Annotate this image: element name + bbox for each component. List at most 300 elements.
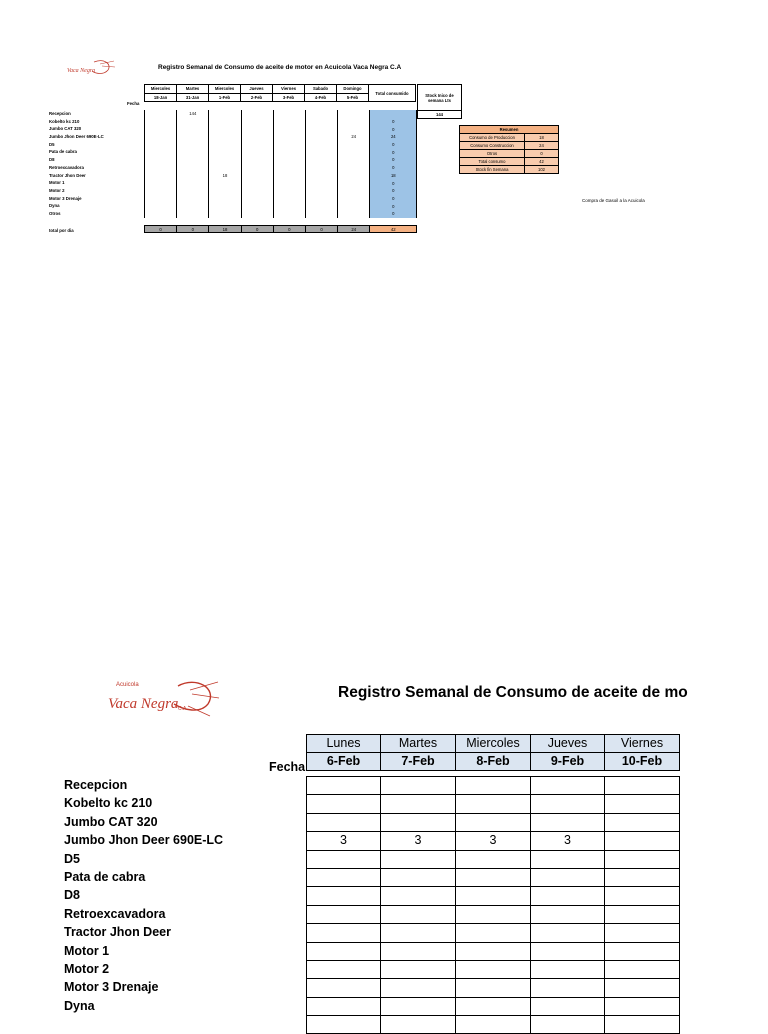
data-cell[interactable] xyxy=(209,164,241,172)
data-cell[interactable] xyxy=(605,942,680,960)
data-cell[interactable] xyxy=(209,202,241,210)
data-cell[interactable]: 18 xyxy=(370,172,417,180)
data-cell[interactable]: 0 xyxy=(370,187,417,195)
resumen-label: Consumo de Produccion xyxy=(460,134,525,142)
data-cell[interactable] xyxy=(241,210,273,218)
data-cell[interactable] xyxy=(456,942,531,960)
row-label: Motor 3 Drenaje xyxy=(64,980,159,995)
table-row xyxy=(307,832,680,850)
resumen-value[interactable]: 24 xyxy=(525,142,559,150)
data-cell[interactable] xyxy=(273,172,305,180)
data-cell[interactable] xyxy=(381,795,456,813)
data-cell[interactable]: 18 xyxy=(209,172,241,180)
day-header: Viernes xyxy=(605,735,680,753)
data-cell[interactable] xyxy=(531,777,605,795)
day-header: Miercoles xyxy=(145,85,177,94)
svg-text:Vaca Negra: Vaca Negra xyxy=(67,68,96,74)
data-cell[interactable] xyxy=(605,997,680,1015)
data-cell[interactable] xyxy=(456,887,531,905)
row-label: Retroexcavadora xyxy=(64,906,166,921)
data-cell[interactable] xyxy=(145,195,177,203)
row-label: Recepcion xyxy=(64,778,128,792)
consumption-grid-large xyxy=(306,776,680,1034)
data-cell[interactable] xyxy=(381,960,456,978)
data-cell[interactable] xyxy=(456,1016,531,1034)
data-cell[interactable] xyxy=(307,997,381,1015)
header-table xyxy=(144,84,416,102)
data-cell[interactable] xyxy=(177,148,209,156)
resumen-label: Otros xyxy=(460,150,525,158)
data-cell[interactable] xyxy=(531,905,605,923)
data-cell[interactable] xyxy=(307,905,381,923)
data-cell[interactable] xyxy=(381,777,456,795)
data-cell[interactable] xyxy=(456,868,531,886)
data-cell[interactable] xyxy=(273,195,305,203)
total-cell: 0 xyxy=(177,226,209,233)
data-cell[interactable]: 0 xyxy=(370,148,417,156)
data-cell[interactable] xyxy=(209,195,241,203)
table-row xyxy=(145,202,417,210)
data-cell[interactable] xyxy=(338,202,370,210)
row-label: Retroexcavadora xyxy=(49,164,84,170)
row-label: Kobelto kc 210 xyxy=(49,118,80,124)
data-cell[interactable] xyxy=(307,868,381,886)
data-cell[interactable] xyxy=(338,210,370,218)
data-cell[interactable]: 3 xyxy=(381,832,456,850)
header-table-large xyxy=(306,734,680,771)
data-cell[interactable] xyxy=(381,868,456,886)
total-cell: 18 xyxy=(209,226,241,233)
data-cell[interactable] xyxy=(381,924,456,942)
data-cell[interactable] xyxy=(241,156,273,164)
data-cell[interactable] xyxy=(531,813,605,831)
data-cell[interactable] xyxy=(145,179,177,187)
note-text: Compra de Gasoil a la Acuicola xyxy=(582,198,645,203)
data-cell[interactable] xyxy=(605,813,680,831)
data-cell[interactable]: 3 xyxy=(307,832,381,850)
data-cell[interactable] xyxy=(531,960,605,978)
data-cell[interactable] xyxy=(305,210,337,218)
data-cell[interactable] xyxy=(605,905,680,923)
data-cell[interactable] xyxy=(456,997,531,1015)
total-cell: 0 xyxy=(273,226,305,233)
row-label: Motor 1 xyxy=(49,180,65,186)
data-cell[interactable] xyxy=(177,133,209,141)
data-cell[interactable] xyxy=(531,850,605,868)
data-cell[interactable] xyxy=(209,148,241,156)
table-row xyxy=(145,156,417,164)
row-label: Dyna xyxy=(49,203,60,209)
row-label: Jumbo CAT 320 xyxy=(64,814,158,829)
data-cell[interactable] xyxy=(177,164,209,172)
data-cell[interactable] xyxy=(273,118,305,126)
resumen-row xyxy=(460,166,559,174)
data-cell[interactable] xyxy=(305,125,337,133)
data-cell[interactable] xyxy=(305,187,337,195)
data-cell[interactable] xyxy=(531,868,605,886)
resumen-row xyxy=(460,134,559,142)
data-cell[interactable] xyxy=(177,179,209,187)
data-cell[interactable] xyxy=(273,187,305,195)
total-row xyxy=(144,225,417,233)
data-cell[interactable] xyxy=(177,125,209,133)
data-cell[interactable] xyxy=(605,795,680,813)
data-cell[interactable]: 0 xyxy=(370,179,417,187)
data-cell[interactable] xyxy=(338,195,370,203)
date-header: 5-Feb xyxy=(337,93,369,102)
data-cell[interactable] xyxy=(305,110,337,118)
company-logo-large xyxy=(100,676,220,724)
row-label: Motor 2 xyxy=(49,187,65,193)
data-cell[interactable]: 24 xyxy=(338,133,370,141)
svg-text:C.A: C.A xyxy=(178,706,187,712)
data-cell[interactable] xyxy=(241,141,273,149)
data-cell[interactable] xyxy=(338,187,370,195)
day-header: Miercoles xyxy=(456,735,531,753)
row-label: Jumbo Jhon Deer 690E-LC xyxy=(64,833,224,848)
data-cell[interactable] xyxy=(177,195,209,203)
row-label: Jumbo Jhon Deer 690E-LC xyxy=(49,134,104,140)
data-cell[interactable]: 3 xyxy=(456,832,531,850)
data-cell[interactable] xyxy=(273,110,305,118)
total-cell: 0 xyxy=(145,226,177,233)
data-cell[interactable] xyxy=(177,187,209,195)
data-cell[interactable] xyxy=(209,118,241,126)
data-cell[interactable] xyxy=(209,141,241,149)
table-row xyxy=(307,997,680,1015)
table-row xyxy=(307,924,680,942)
svg-text:Acuicola: Acuicola xyxy=(116,682,139,688)
data-cell[interactable] xyxy=(381,979,456,997)
data-cell[interactable] xyxy=(605,979,680,997)
data-cell[interactable] xyxy=(338,148,370,156)
data-cell[interactable] xyxy=(241,148,273,156)
data-cell[interactable] xyxy=(605,924,680,942)
data-cell[interactable] xyxy=(145,133,177,141)
row-label: Motor 1 xyxy=(64,943,110,958)
fecha-label: Fecha xyxy=(127,101,140,106)
day-header: Domingo xyxy=(337,85,369,94)
day-header: Jueves xyxy=(241,85,273,94)
data-cell[interactable] xyxy=(177,118,209,126)
svg-text:Vaca Negra: Vaca Negra xyxy=(108,696,179,712)
data-cell[interactable] xyxy=(209,187,241,195)
row-labels xyxy=(49,110,104,218)
data-cell[interactable] xyxy=(456,795,531,813)
day-header: Martes xyxy=(177,85,209,94)
data-cell[interactable] xyxy=(145,187,177,195)
table-row xyxy=(145,118,417,126)
table-row xyxy=(307,960,680,978)
data-cell[interactable] xyxy=(456,850,531,868)
row-label: Pata de cabra xyxy=(49,149,77,155)
data-cell[interactable] xyxy=(145,202,177,210)
data-cell[interactable] xyxy=(307,813,381,831)
resumen-value[interactable]: 18 xyxy=(525,134,559,142)
data-cell[interactable] xyxy=(209,133,241,141)
data-cell[interactable] xyxy=(456,905,531,923)
data-cell[interactable] xyxy=(531,979,605,997)
data-cell[interactable] xyxy=(241,202,273,210)
date-header: 4-Feb xyxy=(305,93,337,102)
data-cell[interactable] xyxy=(307,979,381,997)
fecha-label-large: Fecha xyxy=(269,760,306,774)
data-cell[interactable] xyxy=(241,172,273,180)
data-cell[interactable] xyxy=(381,813,456,831)
data-cell[interactable] xyxy=(305,179,337,187)
report-title: Registro Semanal de Consumo de aceite de motor en Acuicola Vaca Negra C.A xyxy=(158,64,402,71)
table-row xyxy=(307,850,680,868)
data-cell[interactable] xyxy=(177,156,209,164)
data-cell[interactable]: 0 xyxy=(370,125,417,133)
resumen-row xyxy=(460,158,559,166)
data-cell[interactable]: 0 xyxy=(370,141,417,149)
data-cell[interactable] xyxy=(241,187,273,195)
row-label: D8 xyxy=(64,888,80,903)
data-cell[interactable] xyxy=(241,195,273,203)
data-cell[interactable] xyxy=(305,172,337,180)
data-cell[interactable] xyxy=(381,905,456,923)
data-cell[interactable] xyxy=(177,172,209,180)
data-cell[interactable] xyxy=(338,164,370,172)
data-cell[interactable]: 3 xyxy=(531,832,605,850)
data-cell[interactable] xyxy=(338,118,370,126)
data-cell[interactable] xyxy=(338,172,370,180)
data-cell[interactable] xyxy=(305,148,337,156)
data-cell[interactable] xyxy=(177,202,209,210)
date-header: 2-Feb xyxy=(241,93,273,102)
data-cell[interactable] xyxy=(273,202,305,210)
table-row xyxy=(145,133,417,141)
data-cell[interactable] xyxy=(241,164,273,172)
data-cell[interactable] xyxy=(456,777,531,795)
table-row xyxy=(307,942,680,960)
stock-value[interactable]: 144 xyxy=(418,111,462,119)
resumen-table xyxy=(459,125,559,174)
data-cell[interactable] xyxy=(456,924,531,942)
data-cell[interactable] xyxy=(531,997,605,1015)
data-cell[interactable] xyxy=(241,179,273,187)
day-header: Martes xyxy=(381,735,456,753)
data-cell[interactable] xyxy=(307,1016,381,1034)
data-cell[interactable] xyxy=(338,156,370,164)
data-cell[interactable] xyxy=(273,148,305,156)
data-cell[interactable] xyxy=(145,141,177,149)
data-cell[interactable] xyxy=(145,156,177,164)
data-cell[interactable]: 0 xyxy=(370,156,417,164)
table-row xyxy=(145,164,417,172)
table-row xyxy=(145,141,417,149)
data-cell[interactable] xyxy=(307,777,381,795)
data-cell[interactable] xyxy=(338,110,370,118)
row-label: D8 xyxy=(49,157,55,163)
data-cell[interactable] xyxy=(273,164,305,172)
data-cell[interactable] xyxy=(145,164,177,172)
company-logo xyxy=(64,58,116,78)
data-cell[interactable] xyxy=(145,118,177,126)
data-cell[interactable]: 0 xyxy=(370,118,417,126)
table-row xyxy=(307,887,680,905)
table-row xyxy=(307,979,680,997)
data-cell[interactable] xyxy=(456,813,531,831)
data-cell[interactable] xyxy=(307,960,381,978)
data-cell[interactable] xyxy=(209,156,241,164)
data-cell[interactable] xyxy=(338,141,370,149)
data-cell[interactable] xyxy=(177,210,209,218)
total-cell: 0 xyxy=(241,226,273,233)
resumen-label: Stock fin Semana xyxy=(460,166,525,174)
data-cell[interactable] xyxy=(605,960,680,978)
data-cell[interactable] xyxy=(209,210,241,218)
data-cell[interactable] xyxy=(241,133,273,141)
date-header: 10-Feb xyxy=(605,753,680,771)
data-cell[interactable] xyxy=(177,141,209,149)
data-cell[interactable] xyxy=(370,110,417,118)
report-title-large: Registro Semanal de Consumo de aceite de mo xyxy=(338,684,688,701)
data-cell[interactable] xyxy=(605,1016,680,1034)
data-cell[interactable] xyxy=(273,156,305,164)
data-cell[interactable] xyxy=(305,156,337,164)
data-cell[interactable] xyxy=(381,887,456,905)
data-cell[interactable] xyxy=(241,110,273,118)
table-row xyxy=(145,195,417,203)
day-header: Viernes xyxy=(273,85,305,94)
date-header: 1-Feb xyxy=(209,93,241,102)
total-cell: 0 xyxy=(305,226,337,233)
data-cell[interactable] xyxy=(209,179,241,187)
row-label: D5 xyxy=(49,141,55,147)
data-cell[interactable] xyxy=(305,133,337,141)
data-cell[interactable] xyxy=(305,195,337,203)
data-cell[interactable]: 0 xyxy=(370,195,417,203)
table-row xyxy=(145,110,417,118)
data-cell[interactable] xyxy=(605,777,680,795)
data-cell[interactable] xyxy=(145,125,177,133)
consumption-grid xyxy=(144,110,417,218)
day-header: Miercoles xyxy=(209,85,241,94)
data-cell[interactable] xyxy=(605,832,680,850)
row-label: Otros xyxy=(49,210,61,216)
resumen-value[interactable]: 42 xyxy=(525,158,559,166)
data-cell[interactable] xyxy=(381,997,456,1015)
data-cell[interactable] xyxy=(307,850,381,868)
row-label: Tractor Jhon Deer xyxy=(49,172,86,178)
data-cell[interactable]: 0 xyxy=(370,202,417,210)
data-cell[interactable]: 0 xyxy=(370,210,417,218)
data-cell[interactable] xyxy=(307,942,381,960)
data-cell[interactable]: 24 xyxy=(370,133,417,141)
total-cell: 42 xyxy=(370,226,417,233)
data-cell[interactable]: 144 xyxy=(177,110,209,118)
table-row xyxy=(307,795,680,813)
data-cell[interactable] xyxy=(307,924,381,942)
data-cell[interactable] xyxy=(531,1016,605,1034)
data-cell[interactable] xyxy=(209,110,241,118)
data-cell[interactable] xyxy=(305,141,337,149)
date-header: 9-Feb xyxy=(531,753,605,771)
data-cell[interactable] xyxy=(273,141,305,149)
data-cell[interactable] xyxy=(381,850,456,868)
day-header: Jueves xyxy=(531,735,605,753)
total-cell: 24 xyxy=(338,226,370,233)
data-cell[interactable] xyxy=(531,887,605,905)
table-row xyxy=(145,187,417,195)
row-label: Motor 3 Drenaje xyxy=(49,195,82,201)
data-cell[interactable] xyxy=(338,125,370,133)
total-row-label: total por dia xyxy=(49,228,74,233)
table-row xyxy=(145,125,417,133)
day-header: Sabado xyxy=(305,85,337,94)
data-cell[interactable] xyxy=(305,202,337,210)
data-cell[interactable] xyxy=(456,979,531,997)
date-header: 6-Feb xyxy=(307,753,381,771)
data-cell[interactable] xyxy=(305,118,337,126)
row-labels-large xyxy=(64,776,223,1015)
table-row xyxy=(145,210,417,218)
table-row xyxy=(307,1016,680,1034)
data-cell[interactable] xyxy=(338,179,370,187)
data-cell[interactable] xyxy=(273,125,305,133)
data-cell[interactable] xyxy=(273,179,305,187)
resumen-row xyxy=(460,150,559,158)
resumen-label: Total consumo xyxy=(460,158,525,166)
data-cell[interactable] xyxy=(531,924,605,942)
date-header: 8-Feb xyxy=(456,753,531,771)
data-cell[interactable] xyxy=(605,887,680,905)
data-cell[interactable] xyxy=(456,960,531,978)
data-cell[interactable] xyxy=(145,110,177,118)
data-cell[interactable] xyxy=(605,850,680,868)
data-cell[interactable] xyxy=(531,795,605,813)
data-cell[interactable] xyxy=(273,210,305,218)
resumen-label: Consumo Construccion xyxy=(460,142,525,150)
table-row xyxy=(145,148,417,156)
data-cell[interactable] xyxy=(241,118,273,126)
total-header: Total consumido xyxy=(369,85,416,102)
resumen-value[interactable]: 0 xyxy=(525,150,559,158)
data-cell[interactable] xyxy=(145,210,177,218)
data-cell[interactable] xyxy=(305,164,337,172)
table-row xyxy=(307,868,680,886)
resumen-value[interactable]: 102 xyxy=(525,166,559,174)
resumen-row xyxy=(460,142,559,150)
table-row xyxy=(307,813,680,831)
data-cell[interactable]: 0 xyxy=(370,164,417,172)
data-cell[interactable] xyxy=(605,868,680,886)
day-header: Lunes xyxy=(307,735,381,753)
data-cell[interactable] xyxy=(531,942,605,960)
data-cell[interactable] xyxy=(307,795,381,813)
data-cell[interactable] xyxy=(241,125,273,133)
stock-header xyxy=(417,84,462,119)
row-label: Dyna xyxy=(64,998,95,1013)
data-cell[interactable] xyxy=(307,887,381,905)
table-row xyxy=(307,905,680,923)
data-cell[interactable] xyxy=(381,1016,456,1034)
date-header: 31-Jan xyxy=(177,93,209,102)
row-label: Motor 2 xyxy=(64,961,110,976)
date-header: 3-Feb xyxy=(273,93,305,102)
data-cell[interactable] xyxy=(273,133,305,141)
data-cell[interactable] xyxy=(145,172,177,180)
data-cell[interactable] xyxy=(145,148,177,156)
row-label: Recepcion xyxy=(49,111,71,116)
row-label: Pata de cabra xyxy=(64,869,146,884)
data-cell[interactable] xyxy=(381,942,456,960)
row-label: Kobelto kc 210 xyxy=(64,796,153,811)
table-row xyxy=(307,777,680,795)
data-cell[interactable] xyxy=(209,125,241,133)
